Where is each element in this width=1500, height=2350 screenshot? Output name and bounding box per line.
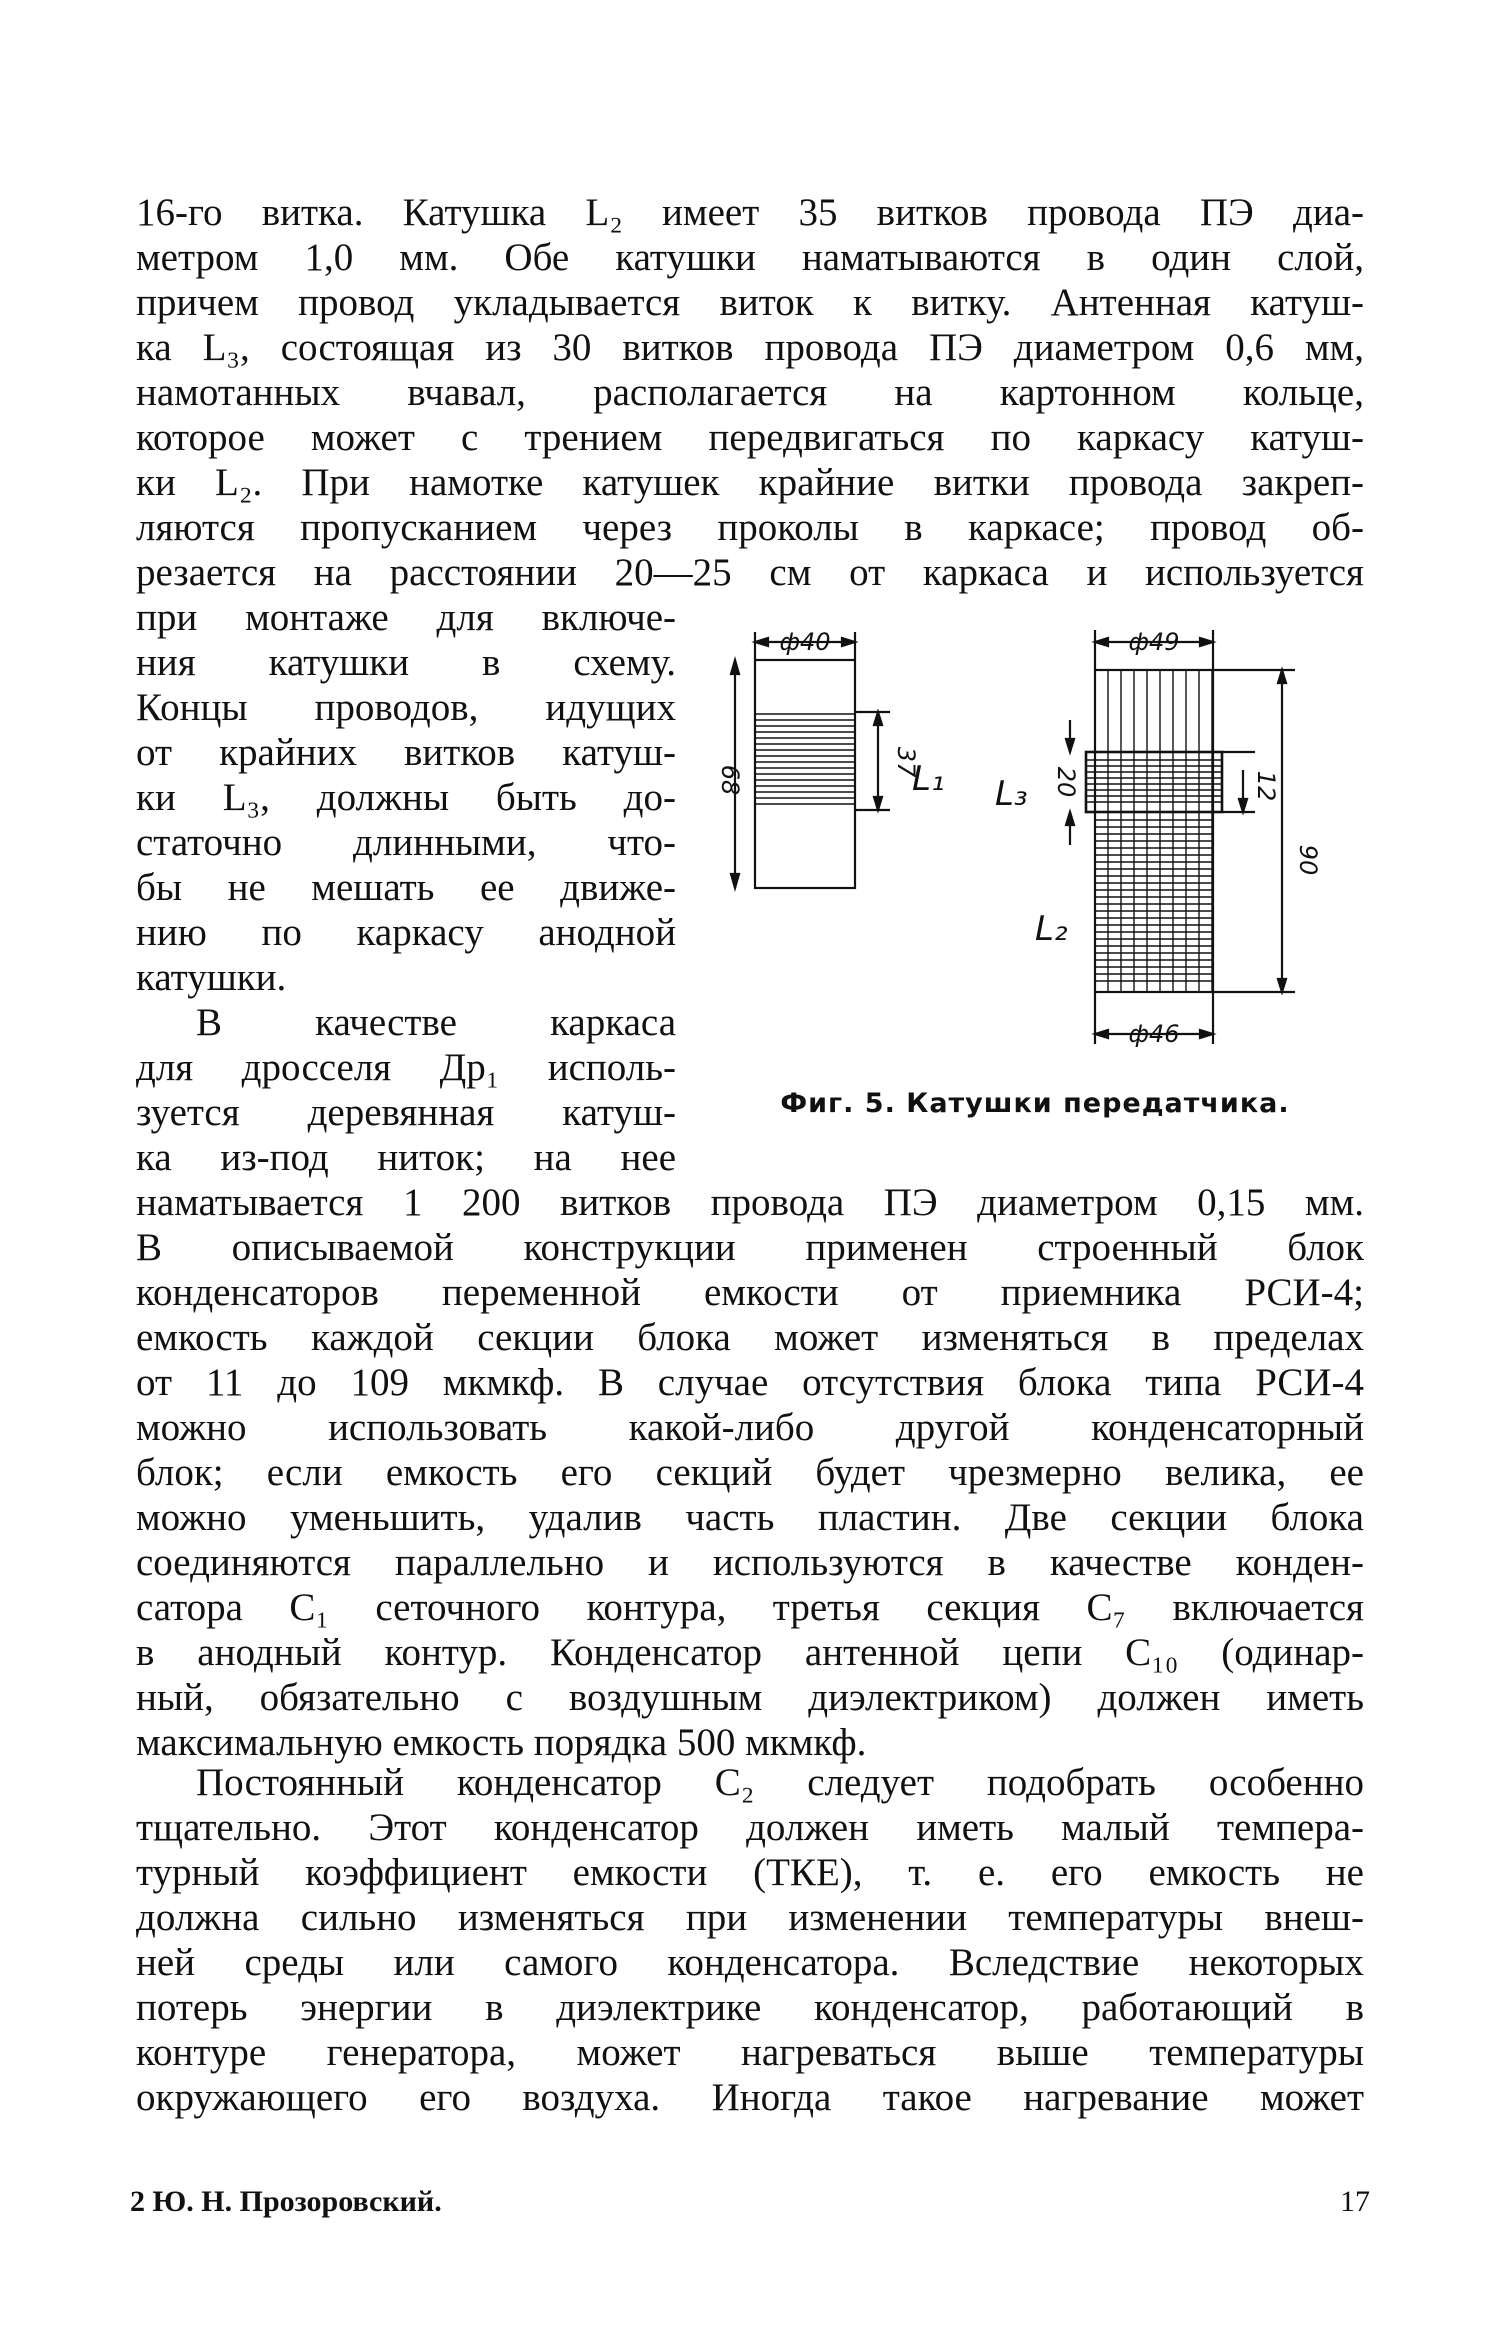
text-line: ки L₂. При намотке катушек крайние витки провода закреп- xyxy=(136,461,1364,504)
figure-coils xyxy=(690,620,1380,1180)
text-line: сатора C₁ сеточного контура, третья секция C₇ включается xyxy=(136,1586,1364,1629)
dim-right-bottom-width: ф46 xyxy=(1128,1020,1180,1048)
text-line: блок; если емкость его секций будет чрезмерно велика, ее xyxy=(136,1451,1364,1494)
text-line: при монтаже для включе- xyxy=(136,596,676,639)
text-line: ка из-под ниток; на нее xyxy=(136,1136,676,1179)
label-l1: L₁ xyxy=(912,759,945,799)
dim-right-height: 90 xyxy=(1294,844,1322,876)
text-line: от крайних витков катуш- xyxy=(136,731,676,774)
text-line: максимальную емкость порядка 500 мкмкф. xyxy=(136,1721,867,1764)
text-line: соединяются параллельно и используются в качестве конден- xyxy=(136,1541,1364,1584)
text-line: можно уменьшить, удалив часть пластин. Две секции блока xyxy=(136,1496,1364,1539)
text-line: для дросселя Др₁ исполь- xyxy=(136,1046,676,1089)
text-line: зуется деревянная катуш- xyxy=(136,1091,676,1134)
dim-left-height: 68 xyxy=(716,764,744,796)
text-line: наматывается 1 200 витков провода ПЭ диаметром 0,15 мм. xyxy=(136,1181,1364,1224)
paragraph-bottom xyxy=(136,1180,1364,1765)
dim-left-width: ф40 xyxy=(779,628,831,656)
text-line: катушки. xyxy=(136,956,287,999)
text-line: ки L₃, должны быть до- xyxy=(136,776,676,819)
text-line: причем провод укладывается виток к витку. Антенная катуш- xyxy=(136,281,1364,324)
figure-caption: Фиг. 5. Катушки передатчика. xyxy=(780,1088,1290,1119)
text-line: намотанных вчавал, располагается на картонном кольце, xyxy=(136,371,1364,414)
text-line: которое может с трением передвигаться по каркасу катуш- xyxy=(136,416,1364,459)
text-line: турный коэффициент емкости (ТКЕ), т. е. его емкость не xyxy=(136,1851,1364,1894)
dim-gap: 12 xyxy=(1252,770,1280,802)
text-line: В описываемой конструкции применен строенный блок xyxy=(136,1226,1364,1269)
text-line: тщательно. Этот конденсатор должен иметь малый темпера- xyxy=(136,1806,1364,1849)
text-line: бы не мешать ее движе- xyxy=(136,866,676,909)
label-l2: L₂ xyxy=(1035,909,1068,949)
text-line: Концы проводов, идущих xyxy=(136,686,676,729)
text-line: Постоянный конденсатор C₂ следует подобрать особенно xyxy=(196,1761,1364,1804)
text-line: статочно длинными, что- xyxy=(136,821,676,864)
text-line: резается на расстоянии 20—25 см от каркаса и используется xyxy=(136,551,1364,594)
label-l3: L₃ xyxy=(995,774,1028,814)
text-line: 16-го витка. Катушка L₂ имеет 35 витков провода ПЭ диа- xyxy=(136,191,1364,234)
text-line: можно использовать какой-либо другой конденсаторный xyxy=(136,1406,1364,1449)
text-line: в анодный контур. Конденсатор антенной цепи C₁₀ (одинар- xyxy=(136,1631,1364,1674)
coil-drawing xyxy=(690,620,1380,1080)
footer-signature: 2 Ю. Н. Прозоровский. xyxy=(130,2185,442,2218)
paragraph-top xyxy=(136,190,1364,595)
dim-left-winding: 37 xyxy=(892,746,920,778)
text-line: конденсаторов переменной емкости от приемника РСИ-4; xyxy=(136,1271,1364,1314)
text-line: потерь энергии в диэлектрике конденсатор, работающий в xyxy=(136,1986,1364,2029)
page-footer xyxy=(130,2185,1370,2225)
dim-l3-height: 20 xyxy=(1052,766,1080,798)
page-number: 17 xyxy=(1340,2185,1370,2218)
paragraph-last xyxy=(136,1760,1364,2120)
text-line: от 11 до 109 мкмкф. В случае отсутствия блока типа РСИ-4 xyxy=(136,1361,1364,1404)
dim-right-top-width: ф49 xyxy=(1128,628,1180,656)
right-coil xyxy=(1066,630,1295,1044)
text-line: емкость каждой секции блока может изменяться в пределах xyxy=(136,1316,1364,1359)
text-line: ляются пропусканием через проколы в каркасе; провод об- xyxy=(136,506,1364,549)
text-line: контуре генератора, может нагреваться выше температуры xyxy=(136,2031,1364,2074)
text-line: должна сильно изменяться при изменении температуры внеш- xyxy=(136,1896,1364,1939)
left-coil xyxy=(731,632,890,888)
paragraph-left-column xyxy=(136,595,676,1180)
text-line: нию по каркасу анодной xyxy=(136,911,676,954)
text-line: ния катушки в схему. xyxy=(136,641,676,684)
text-line: метром 1,0 мм. Обе катушки наматываются в один слой, xyxy=(136,236,1364,279)
text-line: ка L₃, состоящая из 30 витков провода ПЭ диаметром 0,6 мм, xyxy=(136,326,1364,369)
text-line: ный, обязательно с воздушным диэлектриком) должен иметь xyxy=(136,1676,1364,1719)
text-line: окружающего его воздуха. Иногда такое нагревание может xyxy=(136,2076,1364,2119)
text-line: ней среды или самого конденсатора. Вследствие некоторых xyxy=(136,1941,1364,1984)
text-line: В качестве каркаса xyxy=(196,1001,676,1044)
